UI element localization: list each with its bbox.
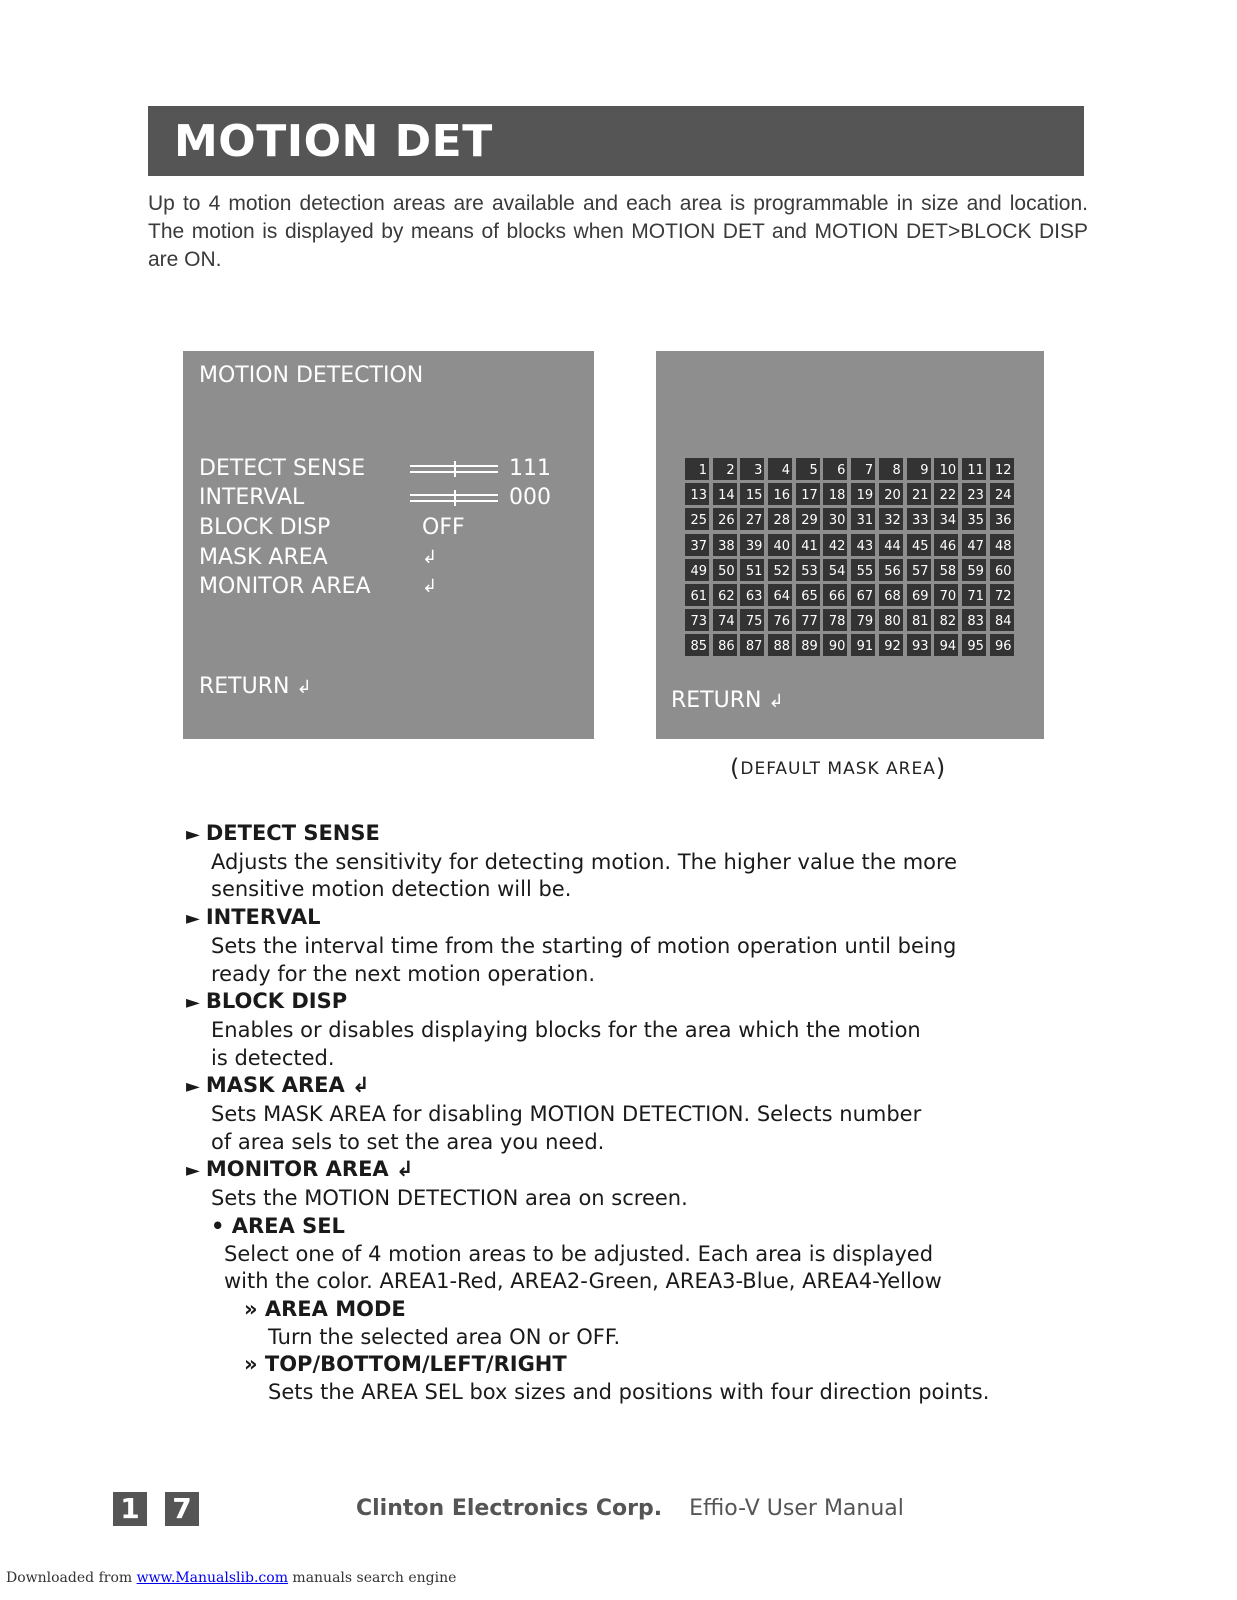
mask-grid-cell: 90	[823, 634, 847, 656]
interval-slider	[410, 490, 498, 506]
osd-row-block-disp-value: OFF	[422, 515, 465, 540]
mask-grid-cell: 62	[713, 584, 737, 606]
mask-grid-cell: 70	[934, 584, 958, 606]
mask-area-grid	[685, 458, 1014, 656]
mask-grid-cell: 7	[851, 458, 875, 480]
monitor-area-enter-icon: ↲	[422, 576, 438, 597]
mask-grid-cell: 34	[934, 508, 958, 530]
detect-sense-slider	[410, 461, 498, 477]
desc-detect-sense-line: sensitive motion detection will be.	[211, 877, 572, 902]
desc-mask-area-title: ► MASK AREA ↲	[186, 1073, 370, 1098]
osd-row-interval-value: 000	[509, 485, 551, 510]
osd-return	[199, 674, 312, 699]
mask-grid-cell: 25	[685, 508, 709, 530]
mask-grid-cell: 12	[990, 458, 1014, 480]
mask-grid-cell: 68	[879, 584, 903, 606]
mask-grid-cell: 51	[740, 559, 764, 581]
mask-grid-cell: 52	[768, 559, 792, 581]
mask-grid-cell: 18	[823, 483, 847, 505]
mask-grid-cell: 2	[713, 458, 737, 480]
mask-grid-cell: 14	[713, 483, 737, 505]
mask-grid-cell: 55	[851, 559, 875, 581]
mask-grid-cell: 86	[713, 634, 737, 656]
mask-grid-cell: 77	[796, 609, 820, 631]
mask-grid-cell: 53	[796, 559, 820, 581]
mask-grid-cell: 1	[685, 458, 709, 480]
desc-area-sel-title: • AREA SEL	[211, 1213, 345, 1238]
return-label: RETURN	[671, 688, 762, 713]
desc-mask-area-line: Sets MASK AREA for disabling MOTION DETECTION. Selects number	[211, 1102, 922, 1127]
mask-grid-cell: 92	[879, 634, 903, 656]
enter-icon: ↲	[296, 677, 312, 698]
page-number-digit: 1	[113, 1492, 147, 1526]
mask-grid-cell: 32	[879, 508, 903, 530]
mask-grid-cell: 15	[740, 483, 764, 505]
mask-grid-cell: 64	[768, 584, 792, 606]
mask-grid-cell: 60	[990, 559, 1014, 581]
osd-row-block-disp-label: BLOCK DISP	[199, 515, 331, 540]
osd-row-mask-area-label: MASK AREA	[199, 545, 328, 570]
desc-area-sel-line: Select one of 4 motion areas to be adjusted. Each area is displayed	[224, 1241, 934, 1266]
mask-grid-cell: 6	[823, 458, 847, 480]
footer	[356, 1496, 904, 1521]
mask-grid-cell: 49	[685, 559, 709, 581]
mask-grid-cell: 71	[962, 584, 986, 606]
desc-area-mode-line: Turn the selected area ON or OFF.	[268, 1324, 621, 1349]
desc-interval-title: ► INTERVAL	[186, 905, 321, 930]
mask-grid-cell: 93	[907, 634, 931, 656]
download-note: Downloaded from www.Manualslib.com manuals search engine	[6, 1570, 457, 1586]
footer-company: Clinton Electronics Corp.	[356, 1496, 663, 1521]
footer-manual-title: Effio-V User Manual	[689, 1496, 904, 1521]
mask-grid-cell: 17	[796, 483, 820, 505]
mask-grid-cell: 78	[823, 609, 847, 631]
desc-block-disp-title: ► BLOCK DISP	[186, 989, 348, 1014]
osd-row-interval-label: INTERVAL	[199, 485, 305, 510]
mask-grid-cell: 56	[879, 559, 903, 581]
mask-grid-cell: 82	[934, 609, 958, 631]
menu-descriptions	[186, 820, 1086, 1407]
mask-grid-cell: 4	[768, 458, 792, 480]
return-label: RETURN	[199, 674, 290, 699]
mask-grid-cell: 31	[851, 508, 875, 530]
mask-grid-cell: 63	[740, 584, 764, 606]
mask-grid-cell: 33	[907, 508, 931, 530]
osd-row-monitor-area-label: MONITOR AREA	[199, 574, 371, 599]
mask-grid-cell: 76	[768, 609, 792, 631]
desc-area-mode-title: » AREA MODE	[244, 1296, 406, 1321]
mask-grid-cell: 57	[907, 559, 931, 581]
mask-grid-cell: 46	[934, 534, 958, 556]
mask-grid-cell: 16	[768, 483, 792, 505]
mask-grid-cell: 22	[934, 483, 958, 505]
mask-grid-cell: 73	[685, 609, 709, 631]
mask-grid-cell: 85	[685, 634, 709, 656]
mask-grid-cell: 19	[851, 483, 875, 505]
mask-grid-cell: 11	[962, 458, 986, 480]
osd-menu-title: MOTION DETECTION	[199, 363, 424, 388]
mask-grid-cell: 91	[851, 634, 875, 656]
mask-grid-cell: 44	[879, 534, 903, 556]
mask-grid-cell: 8	[879, 458, 903, 480]
caption-text: DEFAULT MASK AREA	[740, 759, 936, 779]
desc-interval-line: ready for the next motion operation.	[211, 961, 595, 986]
mask-grid-cell: 80	[879, 609, 903, 631]
mask-grid-cell: 47	[962, 534, 986, 556]
desc-detect-sense-title: ► DETECT SENSE	[186, 821, 380, 845]
mask-grid-cell: 48	[990, 534, 1014, 556]
desc-tblr-title: » TOP/BOTTOM/LEFT/RIGHT	[244, 1352, 567, 1377]
mask-grid-cell: 50	[713, 559, 737, 581]
osd-row-detect-sense-value: 111	[509, 456, 551, 481]
triangle-bullet-icon: ►	[186, 992, 200, 1014]
triangle-bullet-icon: ►	[186, 824, 200, 845]
mask-area-enter-icon: ↲	[422, 547, 438, 568]
mask-grid-cell: 88	[768, 634, 792, 656]
mask-grid-cell: 94	[934, 634, 958, 656]
desc-block-disp-line: Enables or disables displaying blocks for the area which the motion	[211, 1017, 921, 1042]
desc-detect-sense-line: Adjusts the sensitivity for detecting motion. The higher value the more	[211, 849, 958, 874]
desc-monitor-area-title: ► MONITOR AREA ↲	[186, 1157, 414, 1182]
osd-mask-area-grid-screen	[656, 351, 1044, 739]
mask-grid-cell: 67	[851, 584, 875, 606]
mask-grid-cell: 41	[796, 534, 820, 556]
mask-grid-cell: 24	[990, 483, 1014, 505]
triangle-bullet-icon: ►	[186, 1076, 200, 1098]
grid-return	[671, 688, 784, 713]
mask-grid-cell: 59	[962, 559, 986, 581]
grid-caption: (DEFAULT MASK AREA)	[730, 754, 947, 782]
mask-grid-cell: 5	[796, 458, 820, 480]
mask-grid-cell: 23	[962, 483, 986, 505]
enter-icon: ↲	[768, 691, 784, 712]
osd-row-detect-sense-label: DETECT SENSE	[199, 456, 366, 481]
mask-grid-cell: 65	[796, 584, 820, 606]
mask-grid-cell: 95	[962, 634, 986, 656]
mask-grid-cell: 29	[796, 508, 820, 530]
mask-grid-cell: 26	[713, 508, 737, 530]
mask-grid-cell: 35	[962, 508, 986, 530]
mask-grid-cell: 54	[823, 559, 847, 581]
mask-grid-cell: 27	[740, 508, 764, 530]
mask-grid-cell: 10	[934, 458, 958, 480]
mask-grid-cell: 58	[934, 559, 958, 581]
triangle-bullet-icon: ►	[186, 908, 200, 930]
mask-grid-cell: 61	[685, 584, 709, 606]
desc-tblr-line: Sets the AREA SEL box sizes and positions with four direction points.	[268, 1380, 990, 1405]
mask-grid-cell: 20	[879, 483, 903, 505]
mask-grid-cell: 75	[740, 609, 764, 631]
desc-interval-line: Sets the interval time from the starting of motion operation until being	[211, 933, 957, 958]
mask-grid-cell: 28	[768, 508, 792, 530]
mask-grid-cell: 89	[796, 634, 820, 656]
intro-paragraph: Up to 4 motion detection areas are available and each area is programmable in size and location. The motion is displayed by means of blocks when MOTION DET and MOTION DET>BLOCK DISP are ON.	[148, 192, 1088, 271]
desc-mask-area-line: of area sels to set the area you need.	[211, 1129, 605, 1154]
mask-grid-cell: 9	[907, 458, 931, 480]
osd-motion-detection-menu	[183, 351, 594, 739]
desc-monitor-area-line: Sets the MOTION DETECTION area on screen.	[211, 1186, 688, 1211]
mask-grid-cell: 69	[907, 584, 931, 606]
page-title: MOTION DET	[174, 116, 493, 167]
mask-grid-cell: 21	[907, 483, 931, 505]
desc-block-disp-line: is detected.	[211, 1045, 335, 1070]
mask-grid-cell: 87	[740, 634, 764, 656]
mask-grid-cell: 3	[740, 458, 764, 480]
mask-grid-cell: 36	[990, 508, 1014, 530]
mask-grid-cell: 83	[962, 609, 986, 631]
mask-grid-cell: 43	[851, 534, 875, 556]
mask-grid-cell: 72	[990, 584, 1014, 606]
mask-grid-cell: 39	[740, 534, 764, 556]
mask-grid-cell: 42	[823, 534, 847, 556]
mask-grid-cell: 30	[823, 508, 847, 530]
mask-grid-cell: 81	[907, 609, 931, 631]
title-bar	[148, 106, 1084, 176]
manualslib-link[interactable]: www.Manualslib.com	[136, 1570, 288, 1586]
mask-grid-cell: 38	[713, 534, 737, 556]
mask-grid-cell: 13	[685, 483, 709, 505]
mask-grid-cell: 37	[685, 534, 709, 556]
mask-grid-cell: 66	[823, 584, 847, 606]
mask-grid-cell: 79	[851, 609, 875, 631]
triangle-bullet-icon: ►	[186, 1160, 200, 1182]
mask-grid-cell: 84	[990, 609, 1014, 631]
mask-grid-cell: 40	[768, 534, 792, 556]
page-number-digit: 7	[165, 1492, 199, 1526]
mask-grid-cell: 96	[990, 634, 1014, 656]
desc-area-sel-line: with the color. AREA1-Red, AREA2-Green, AREA3-Blue, AREA4-Yellow	[224, 1269, 942, 1294]
mask-grid-cell: 74	[713, 609, 737, 631]
mask-grid-cell: 45	[907, 534, 931, 556]
